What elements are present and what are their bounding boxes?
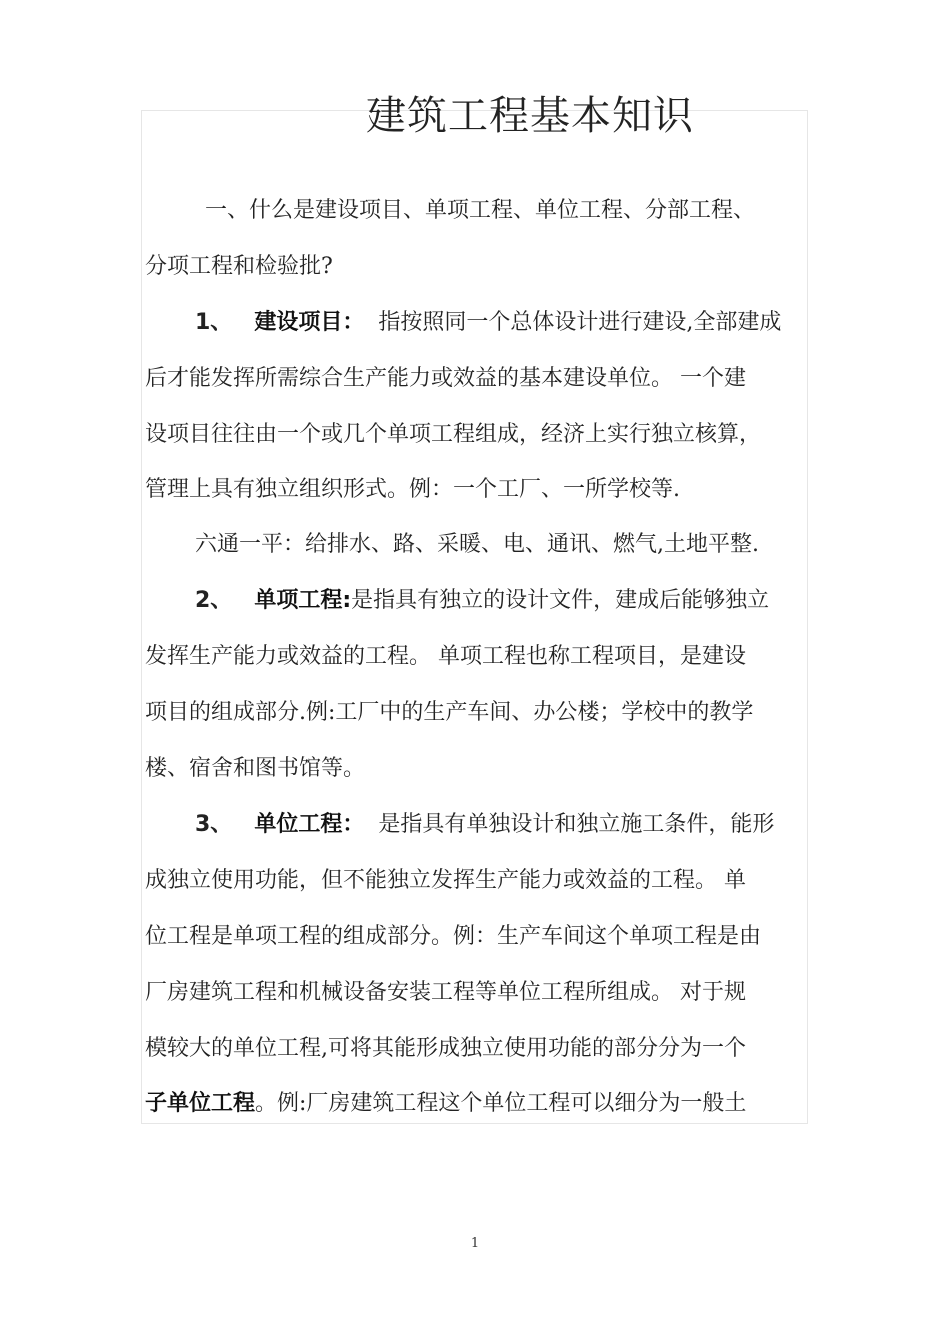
item1-term: 建设项目： <box>254 310 365 335</box>
page-number: 1 <box>470 1236 480 1251</box>
item2-line-2: 发挥生产能力或效益的工程。 单项工程也称工程项目，是建设 <box>145 644 746 669</box>
item2-line-4: 楼、宿舍和图书馆等。 <box>145 756 366 781</box>
item1-line-4: 管理上具有独立组织形式。例：一个工厂、一所学校等. <box>145 477 680 502</box>
item1-text: 指按照同一个总体设计进行建设,全部建成 <box>378 310 782 335</box>
item1-line-3: 设项目往往由一个或几个单项工程组成，经济上实行独立核算， <box>145 422 762 447</box>
item1-line-1 <box>195 308 781 338</box>
note-line: 六通一平：给排水、路、采暖、电、通讯、燃气,土地平整. <box>195 532 759 557</box>
item1-line-2: 后才能发挥所需综合生产能力或效益的基本建设单位。 一个建 <box>145 366 746 391</box>
item3-line-4: 厂房建筑工程和机械设备安装工程等单位工程所组成。 对于规 <box>145 980 746 1005</box>
item2-line-1 <box>195 586 769 616</box>
item1-number: 1、 <box>195 310 233 335</box>
item3-line-1 <box>195 810 774 840</box>
item3-line-5: 模较大的单位工程,可将其能形成独立使用功能的部分分为一个 <box>145 1036 746 1061</box>
item3-line-3: 位工程是单项工程的组成部分。例：生产车间这个单项工程是由 <box>145 924 762 949</box>
item2-line-3: 项目的组成部分.例:工厂中的生产车间、办公楼；学校中的教学 <box>145 700 754 725</box>
item3-term: 单位工程： <box>254 812 365 837</box>
item3-text: 是指具有单独设计和独立施工条件，能形 <box>378 812 775 837</box>
document-title: 建筑工程基本知识 <box>366 93 694 139</box>
sub-unit-term: 子单位工程 <box>145 1091 256 1116</box>
item3-number: 3、 <box>195 812 233 837</box>
question-line-2: 分项工程和检验批? <box>145 254 333 279</box>
item2-term: 单项工程: <box>254 588 352 613</box>
item3-line-6-text: 。例:厂房建筑工程这个单位工程可以细分为一般土 <box>255 1091 747 1116</box>
item2-number: 2、 <box>195 588 233 613</box>
item3-line-2: 成独立使用功能，但不能独立发挥生产能力或效益的工程。 单 <box>145 868 746 893</box>
item2-text: 是指具有独立的设计文件，建成后能够独立 <box>351 588 770 613</box>
item3-line-6 <box>145 1089 746 1119</box>
question-line-1: 一、什么是建设项目、单项工程、单位工程、分部工程、 <box>205 198 756 223</box>
